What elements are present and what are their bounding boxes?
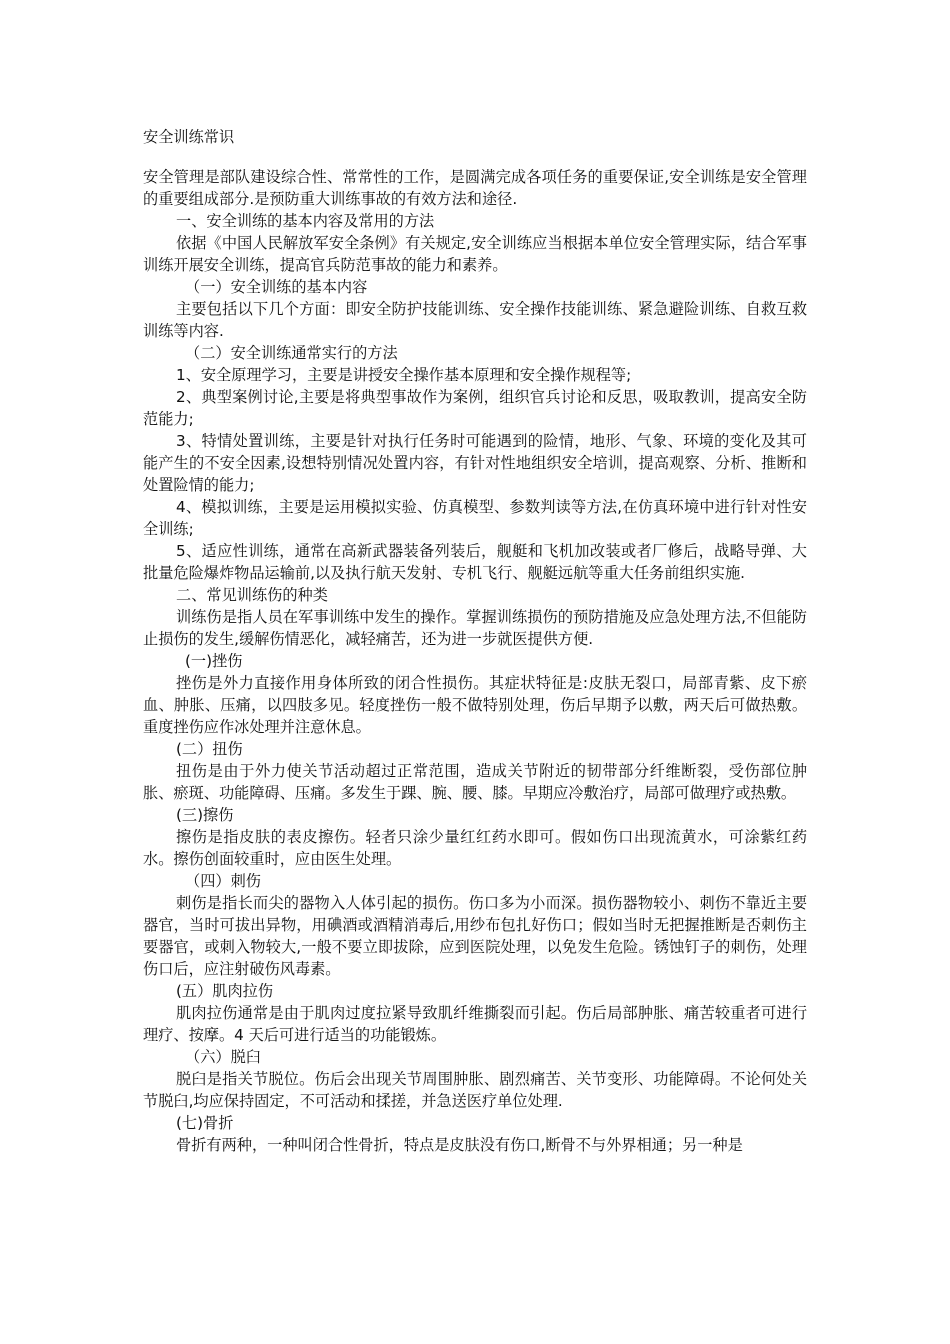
paragraph: 挫伤是外力直接作用身体所致的闭合性损伤。其症状特征是:皮肤无裂口，局部青紫、皮下瘀血、肿胀、压痛，以四肢多见。轻度挫伤一般不做特别处理，伤后早期予以敷，两天后可做热敷。重度挫伤应作冰处理并注意休息。 bbox=[143, 674, 807, 736]
paragraph: 依据《中国人民解放军安全条例》有关规定,安全训练应当根据本单位安全管理实际，结合军事训练开展安全训练，提高官兵防范事故的能力和素养。 bbox=[143, 234, 807, 274]
document-body bbox=[143, 166, 807, 1156]
paragraph: 脱臼是指关节脱位。伤后会出现关节周围肿胀、剧烈痛苦、关节变形、功能障碍。不论何处关节脱臼,均应保持固定，不可活动和揉搓，并急送医疗单位处理. bbox=[143, 1070, 807, 1110]
paragraph: 训练伤是指人员在军事训练中发生的操作。掌握训练损伤的预防措施及应急处理方法,不但能防止损伤的发生,缓解伤情恶化，减轻痛苦，还为进一步就医提供方便. bbox=[143, 608, 807, 648]
paragraph: 3、特情处置训练，主要是针对执行任务时可能遇到的险情，地形、气象、环境的变化及其可能产生的不安全因素,设想特别情况处置内容，有针对性地组织安全培训，提高观察、分析、推断和处置险情的能力; bbox=[143, 432, 807, 494]
section-heading: (二）扭伤 bbox=[176, 740, 243, 758]
section-heading: (五）肌肉拉伤 bbox=[176, 982, 274, 1000]
section-heading: （一）安全训练的基本内容 bbox=[185, 278, 368, 296]
section-heading: (三)擦伤 bbox=[176, 806, 234, 824]
paragraph: 肌肉拉伤通常是由于肌肉过度拉紧导致肌纤维撕裂而引起。伤后局部肿胀、痛苦较重者可进行理疗、按摩。4 天后可进行适当的功能锻炼。 bbox=[143, 1004, 807, 1044]
paragraph: 主要包括以下几个方面：即安全防护技能训练、安全操作技能训练、紧急避险训练、自救互救训练等内容. bbox=[143, 300, 807, 340]
paragraph: 4、模拟训练，主要是运用模拟实验、仿真模型、参数判读等方法,在仿真环境中进行针对性安全训练; bbox=[143, 498, 807, 538]
section-heading: (七)骨折 bbox=[176, 1114, 234, 1132]
paragraph: 骨折有两种，一种叫闭合性骨折，特点是皮肤没有伤口,断骨不与外界相通；另一种是 bbox=[176, 1136, 743, 1154]
paragraph: 5、适应性训练，通常在高新武器装备列装后，舰艇和飞机加改装或者厂修后，战略导弹、大批量危险爆炸物品运输前,以及执行航天发射、专机飞行、舰艇远航等重大任务前组织实施. bbox=[143, 542, 807, 582]
paragraph: 刺伤是指长而尖的器物入人体引起的损伤。伤口多为小而深。损伤器物较小、刺伤不靠近主要器官，当时可拔出异物，用碘酒或酒精消毒后,用纱布包扎好伤口；假如当时无把握推断是否刺伤主要器官，或刺入物较大,一般不要立即拔除，应到医院处理，以免发生危险。锈蚀钉子的刺伤，处理伤口后，应注射破伤风毒素。 bbox=[143, 894, 807, 978]
document-title: 安全训练常识 bbox=[143, 128, 235, 146]
paragraph: 2、典型案例讨论,主要是将典型事故作为案例，组织官兵讨论和反思，吸取教训，提高安全防范能力; bbox=[143, 388, 807, 428]
document-page bbox=[143, 126, 807, 1156]
section-heading: （六）脱臼 bbox=[185, 1048, 261, 1066]
section-heading: （四）刺伤 bbox=[185, 872, 261, 890]
section-heading: （二）安全训练通常实行的方法 bbox=[185, 344, 398, 362]
section-heading: 一、安全训练的基本内容及常用的方法 bbox=[176, 212, 435, 230]
paragraph: 1、安全原理学习，主要是讲授安全操作基本原理和安全操作规程等; bbox=[176, 366, 632, 384]
paragraph: 安全管理是部队建设综合性、常常性的工作，是圆满完成各项任务的重要保证,安全训练是安全管理的重要组成部分.是预防重大训练事故的有效方法和途径. bbox=[143, 168, 807, 208]
paragraph: 擦伤是指皮肤的表皮擦伤。轻者只涂少量红红药水即可。假如伤口出现流黄水，可涂紫红药水。擦伤创面较重时，应由医生处理。 bbox=[143, 828, 807, 868]
section-heading: 二、常见训练伤的种类 bbox=[176, 586, 328, 604]
paragraph: 扭伤是由于外力使关节活动超过正常范围，造成关节附近的韧带部分纤维断裂，受伤部位肿胀、瘀斑、功能障碍、压痛。多发生于踝、腕、腰、膝。早期应冷敷治疗，局部可做理疗或热敷。 bbox=[143, 762, 807, 802]
section-heading: (一)挫伤 bbox=[185, 652, 243, 670]
